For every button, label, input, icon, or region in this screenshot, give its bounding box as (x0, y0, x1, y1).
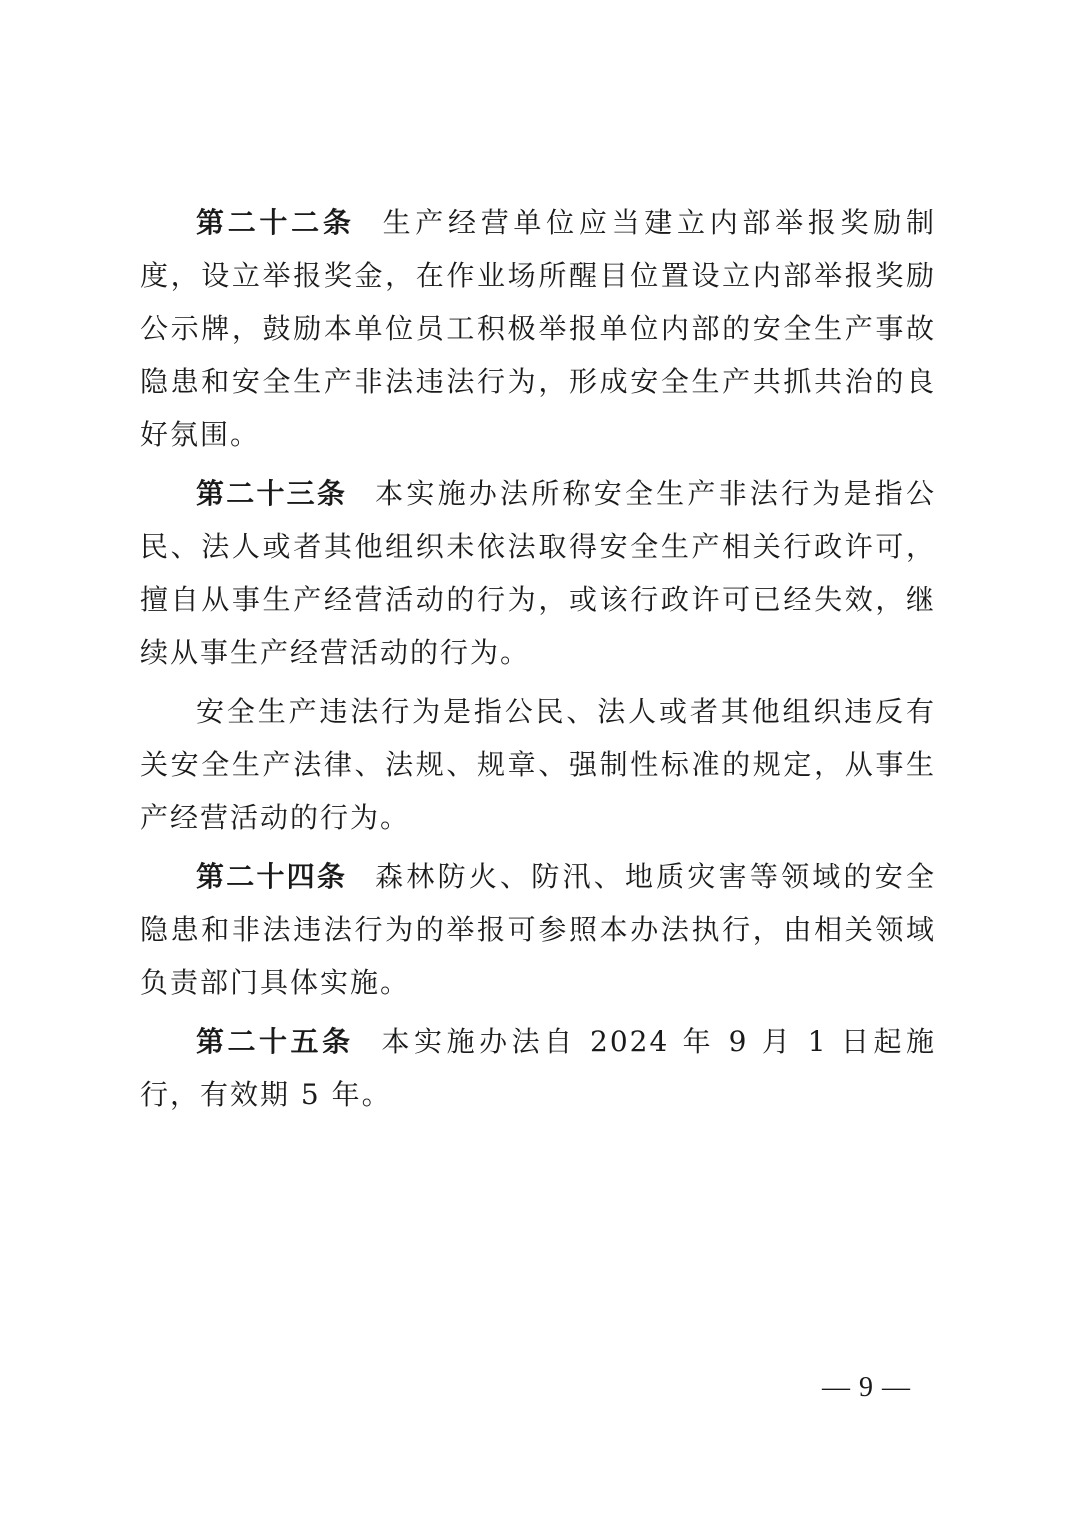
article-23 (140, 467, 936, 679)
article-23-paragraph-2 (140, 685, 936, 844)
article-text: 生产经营单位应当建立内部举报奖励制度，设立举报奖金，在作业场所醒目位置设立内部举报奖励公示牌，鼓励本单位员工积极举报单位内部的安全生产事故隐患和安全生产非法违法行为，形成安全生产共抓共治的良好氛围。 (140, 206, 936, 451)
article-text: 本实施办法自 2024 年 9 月 1 日起施行，有效期 5 年。 (140, 1025, 936, 1111)
article-22 (140, 196, 936, 461)
article-text: 森林防火、防汛、地质灾害等领域的安全隐患和非法违法行为的举报可参照本办法执行，由相关领域负责部门具体实施。 (140, 860, 936, 999)
article-title: 第二十二条 (196, 206, 355, 239)
article-title: 第二十五条 (196, 1025, 354, 1058)
article-text: 本实施办法所称安全生产非法行为是指公民、法人或者其他组织未依法取得安全生产相关行政许可，擅自从事生产经营活动的行为，或该行政许可已经失效，继续从事生产经营活动的行为。 (140, 477, 936, 669)
article-25 (140, 1015, 936, 1121)
document-body (140, 196, 936, 1127)
page-number: — 9 — (822, 1372, 911, 1403)
article-title: 第二十三条 (196, 477, 348, 510)
article-24 (140, 850, 936, 1009)
article-text: 安全生产违法行为是指公民、法人或者其他组织违反有关安全生产法律、法规、规章、强制性标准的规定，从事生产经营活动的行为。 (140, 695, 936, 834)
article-title: 第二十四条 (196, 860, 348, 893)
